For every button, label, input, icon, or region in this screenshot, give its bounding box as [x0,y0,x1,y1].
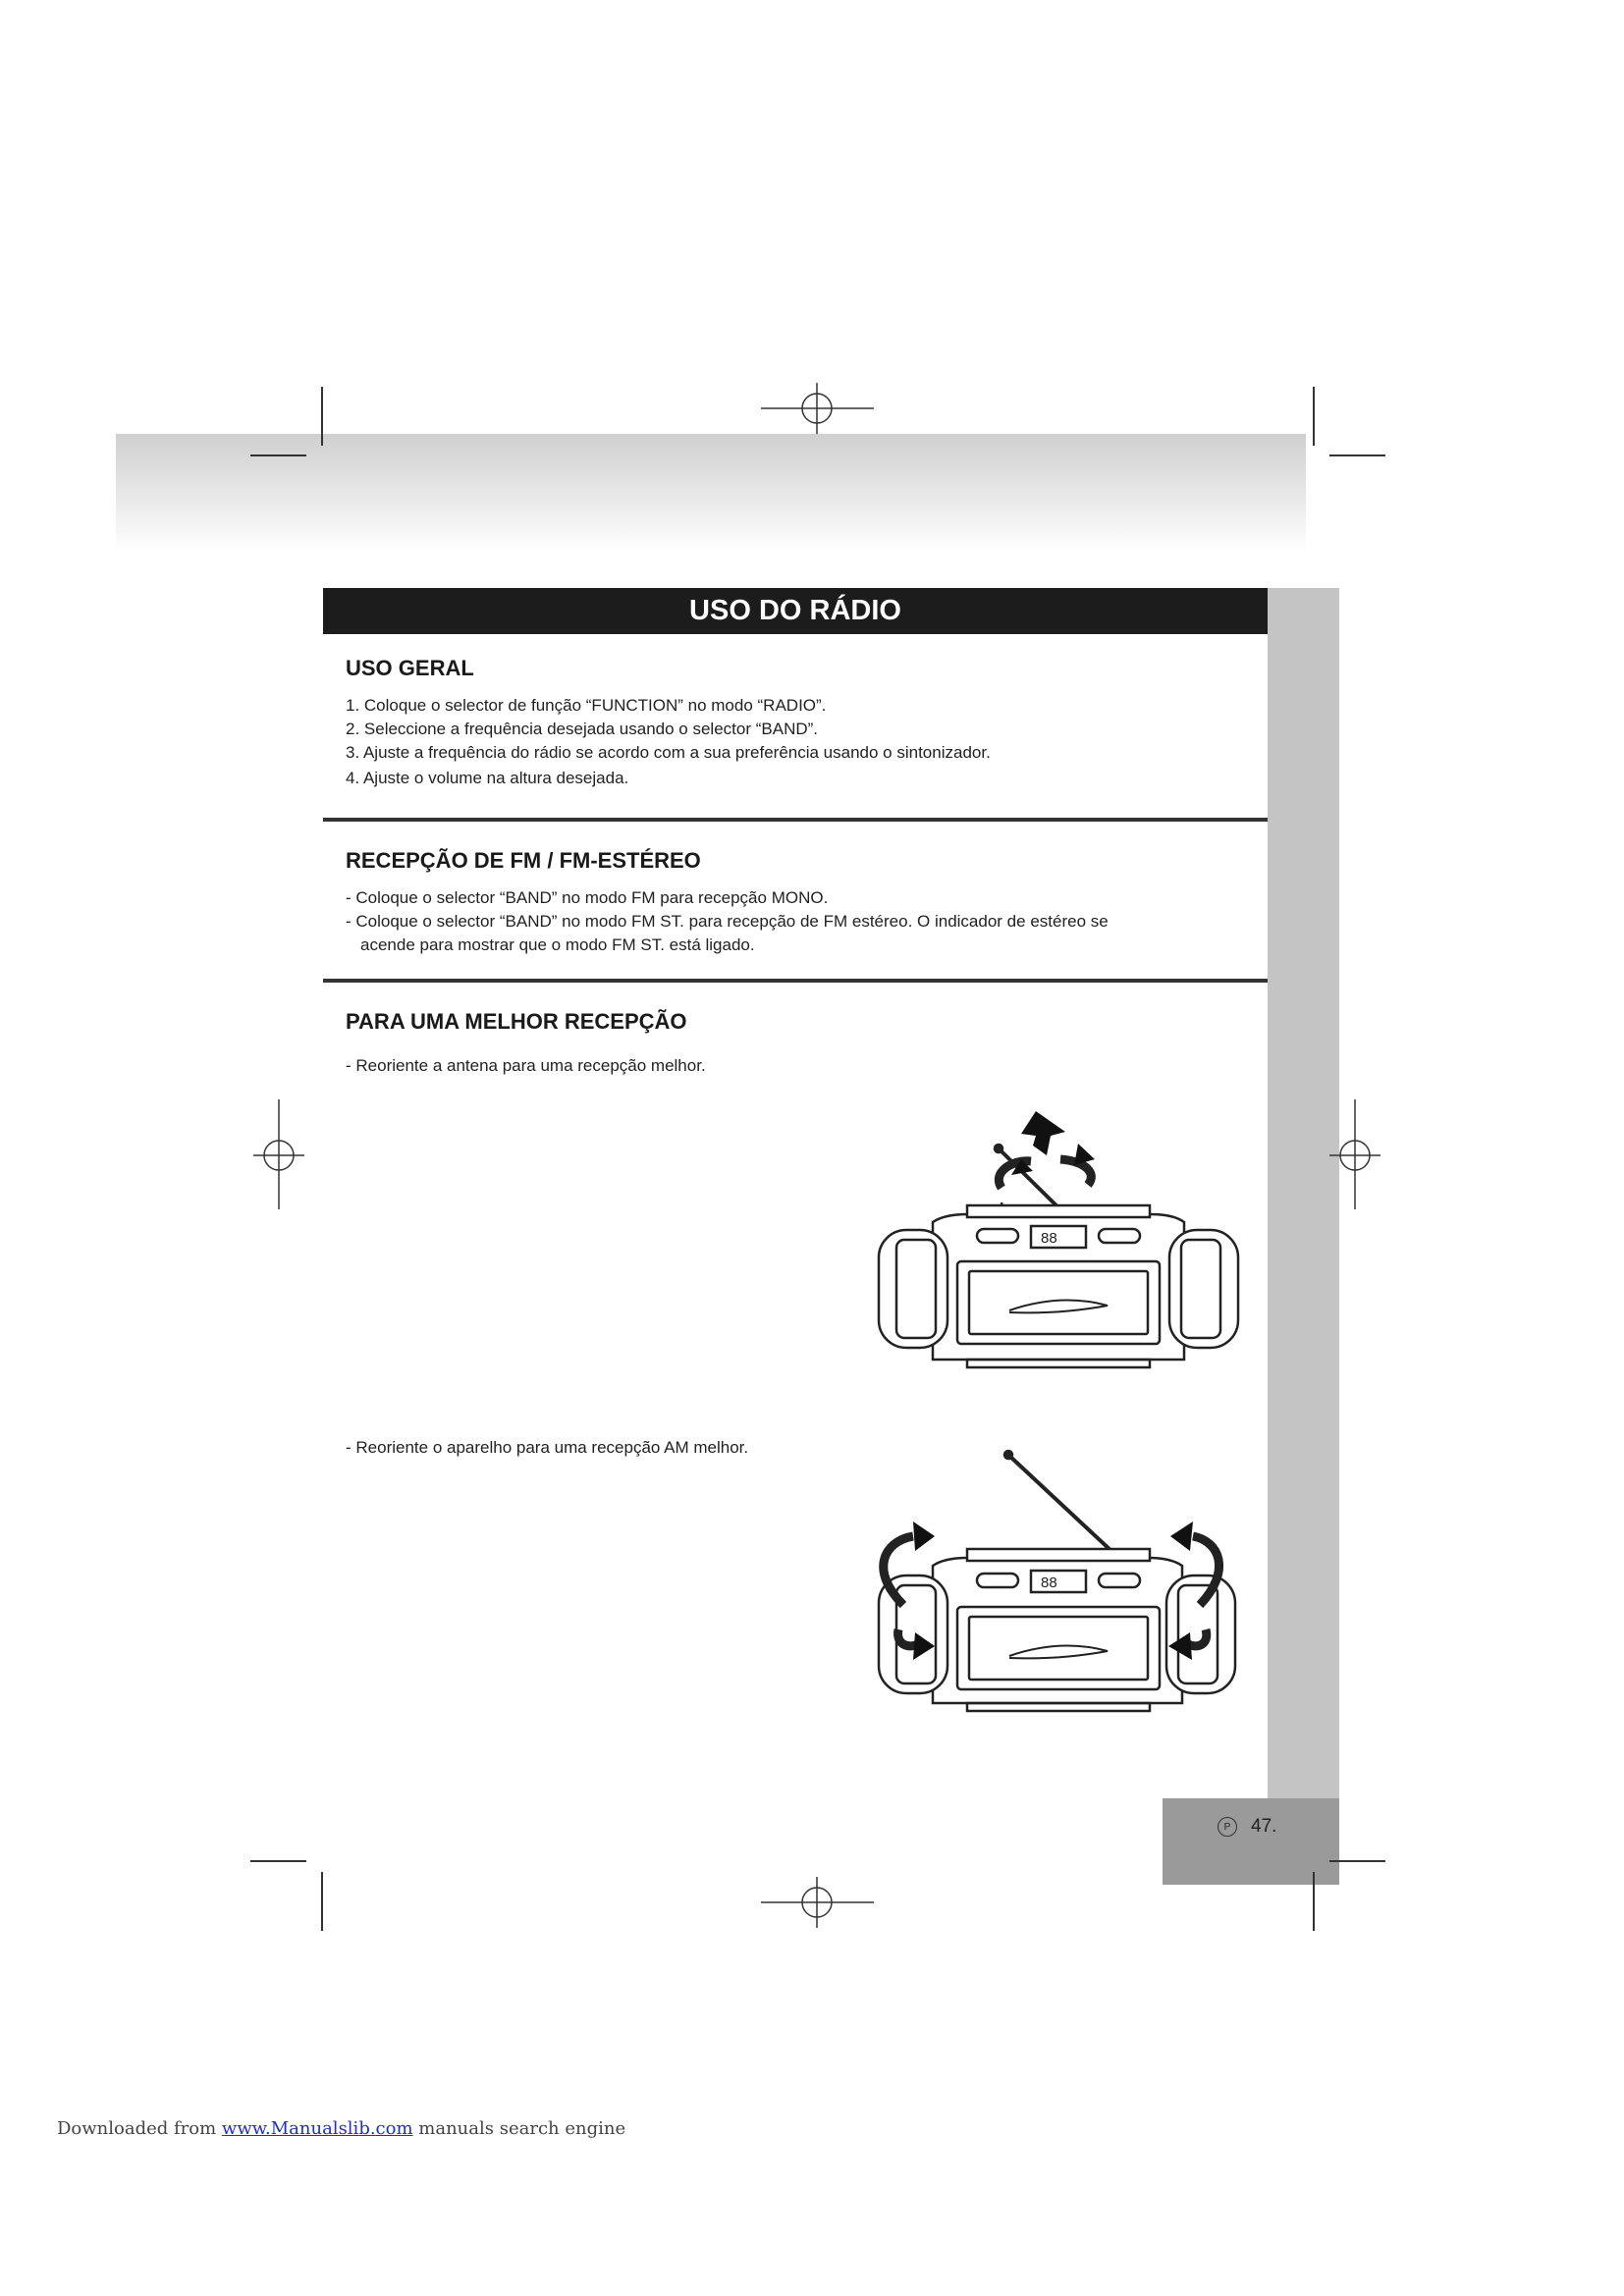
list-item: - Reoriente a antena para uma recepção melhor. [346,1056,706,1075]
registration-mark-icon [253,1099,304,1209]
registration-mark-icon [1329,1099,1380,1209]
download-footer [57,2118,625,2139]
footer-link[interactable]: www.Manualslib.com [221,2118,413,2139]
footer-prefix: Downloaded from [57,2118,217,2139]
registration-mark-icon [761,1877,874,1928]
registration-mark-icon [761,383,874,434]
page-title: USO DO RÁDIO [323,588,1268,634]
list-item: 2. Seleccione a frequência desejada usando o selector “BAND”. [346,720,819,738]
footer-suffix: manuals search engine [418,2118,626,2139]
list-item: 3. Ajuste a frequência do rádio se acordo com a sua preferência usando o sintonizador. [346,743,991,762]
radio-rotate-illustration [854,1438,1247,1733]
section-heading-uso-geral: USO GERAL [346,656,474,680]
list-item: 1. Coloque o selector de função “FUNCTION” no modo “RADIO”. [346,696,827,715]
list-item: - Coloque o selector “BAND” no modo FM para recepção MONO. [346,888,829,907]
display-readout: 88 [1041,1230,1057,1247]
section-heading-fm: RECEPÇÃO DE FM / FM-ESTÉREO [346,848,701,873]
page-number-text: 47. [1251,1816,1277,1837]
section-heading-melhor-recepcao: PARA UMA MELHOR RECEPÇÃO [346,1009,687,1034]
list-item: 4. Ajuste o volume na altura desejada. [346,769,629,787]
language-badge-icon: P [1218,1817,1237,1837]
section-divider [323,979,1268,983]
list-item: - Reoriente o aparelho para uma recepção AM melhor. [346,1438,749,1457]
display-readout: 88 [1041,1575,1057,1591]
list-item-continuation: acende para mostrar que o modo FM ST. está ligado. [360,935,755,954]
list-item: - Coloque o selector “BAND” no modo FM ST. para recepção de FM estéreo. O indicador de estéreo se [346,912,1109,931]
radio-antenna-illustration [864,1065,1247,1389]
section-divider [323,818,1268,822]
